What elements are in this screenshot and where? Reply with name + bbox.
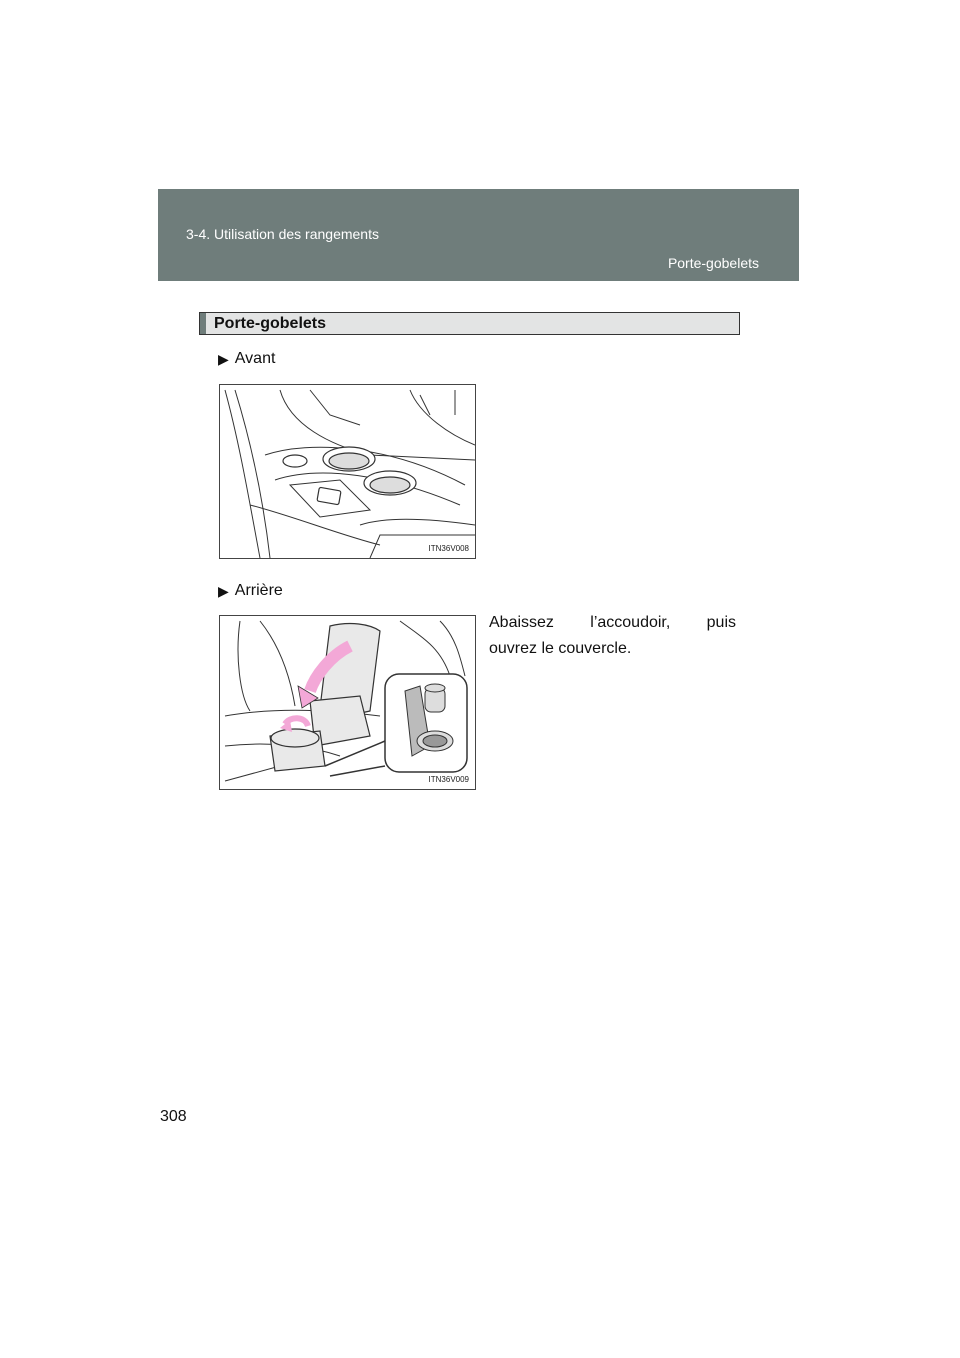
rear-heading-text: Arrière bbox=[234, 582, 283, 599]
rear-heading bbox=[218, 582, 283, 600]
section-title: Porte-gobelets bbox=[214, 315, 327, 332]
front-heading bbox=[218, 350, 275, 368]
front-figure-code: ITN36V008 bbox=[428, 544, 469, 553]
rear-armrest-drawing bbox=[220, 616, 475, 789]
triangle-bullet-icon: ▶ bbox=[218, 582, 229, 599]
header-topic: Porte-gobelets bbox=[667, 255, 759, 271]
section-label: 3-4. Utilisation des rangements bbox=[186, 226, 379, 242]
section-title-bar bbox=[199, 312, 740, 335]
rear-instruction bbox=[489, 610, 736, 662]
page-number: 308 bbox=[160, 1108, 187, 1125]
rear-cupholder-illustration bbox=[219, 615, 476, 790]
instruction-line-1: Abaissez l’accoudoir, puis bbox=[489, 614, 736, 631]
front-console-drawing bbox=[220, 385, 475, 558]
header-band bbox=[158, 189, 799, 281]
rear-figure-code: ITN36V009 bbox=[428, 775, 469, 784]
triangle-bullet-icon: ▶ bbox=[218, 350, 229, 367]
instruction-line-2: ouvrez le couvercle. bbox=[489, 640, 632, 657]
front-heading-text: Avant bbox=[234, 350, 276, 367]
front-cupholder-illustration bbox=[219, 384, 476, 559]
